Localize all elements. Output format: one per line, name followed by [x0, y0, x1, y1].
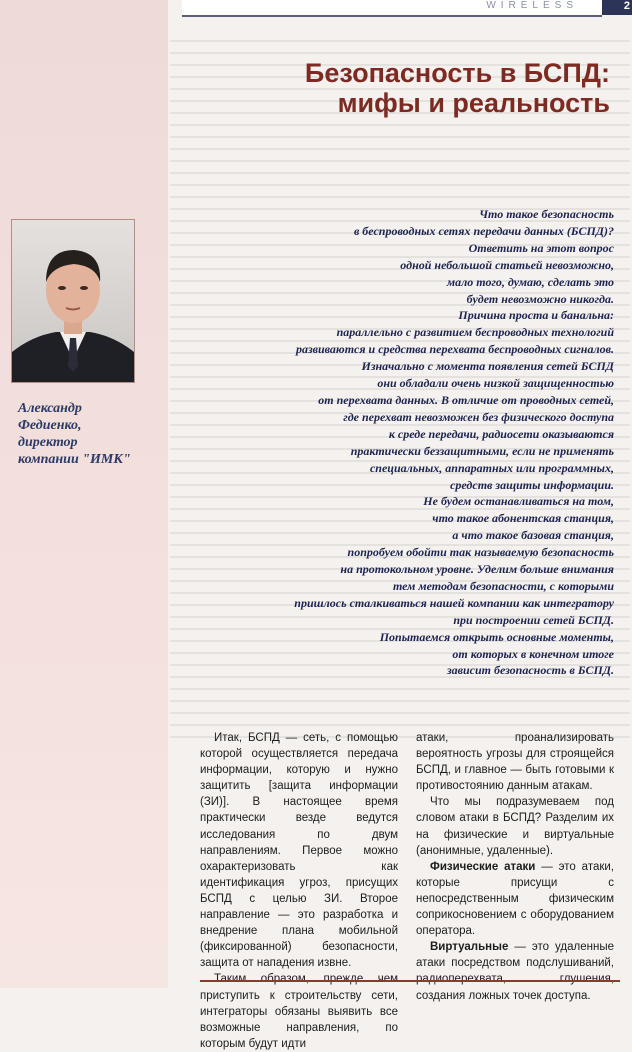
page-number: 2	[623, 0, 630, 12]
lead-line: Попытаемся открыть основные моменты,	[379, 629, 614, 644]
body-column-1	[200, 730, 398, 1052]
body-column-2	[416, 730, 614, 1004]
body-paragraph-virtual	[416, 939, 614, 1003]
lead-line: в беспроводных сетях передачи данных (БСПД)?	[353, 223, 614, 238]
term-virtual-attacks: Виртуальные	[430, 941, 509, 954]
lead-line: зависит безопасность в БСПД.	[446, 663, 614, 678]
lead-line: мало того, думаю, сделать это	[446, 274, 614, 289]
lead-line: Не будем останавливаться на том,	[423, 494, 614, 509]
lead-line: специальных, аппаратных или программных,	[369, 460, 614, 475]
lead-line: параллельно с развитием беспроводных технологий	[336, 325, 614, 340]
lead-line: Изначально с момента появления сетей БСПД	[361, 359, 614, 374]
author-caption	[18, 400, 168, 468]
lead-line: попробуем обойти так называемую безопасность	[347, 545, 614, 560]
title-line-1: Безопасность в БСПД:	[304, 58, 610, 88]
lead-line: одной небольшой статьей невозможно,	[400, 257, 614, 272]
lead-line: развиваются и средства перехвата беспроводных сигналов.	[295, 342, 614, 357]
lead-line: будет невозможно никогда.	[466, 291, 614, 306]
lead-line: где перехват невозможен без физического доступа	[343, 409, 614, 424]
lead-line: от которых в конечном итоге	[452, 646, 614, 661]
author-first-name: Александр	[18, 401, 82, 416]
article-title	[290, 58, 610, 118]
lead-line: Что такое безопасность	[479, 207, 614, 221]
section-label: WIRELESS	[486, 0, 578, 11]
author-role: директор	[18, 435, 78, 450]
lead-paragraph	[254, 206, 614, 679]
lead-line: Ответить на этот вопрос	[468, 240, 614, 255]
page-number-box	[602, 0, 632, 15]
lead-line: практически беззащитными, если не применять	[350, 443, 614, 458]
term-physical-attacks: Физические атаки	[430, 860, 536, 873]
lead-line: на протокольном уровне. Уделим больше внимания	[340, 562, 614, 577]
body-paragraph: атаки, проанализировать вероятность угрозы для строящейся БСПД, и главное — быть готовыми к противостоянию данным атакам.	[416, 732, 614, 793]
author-photo	[11, 219, 135, 383]
lead-line: тем методам безопасности, с которыми	[392, 578, 614, 593]
author-portrait-image	[12, 220, 134, 382]
body-paragraph: приступить к строительству сети, интеграторы обязаны выявить все возможные направления, по которым будут идти	[200, 989, 398, 1050]
lead-line: к среде передачи, радиосети оказываются	[388, 426, 614, 441]
author-last-name: Федиенко,	[18, 418, 82, 433]
lead-line: что такое абонентская станция,	[432, 511, 614, 526]
lead-line: а что такое базовая станция,	[452, 528, 614, 543]
bottom-rule	[200, 980, 620, 982]
title-line-2: мифы и реальность	[337, 88, 610, 118]
body-paragraph: Итак, БСПД — сеть, с помощью которой осуществляется передача информации, которую и нужно защитить [защита информации (ЗИ)]. В настоящее время практически везде ведутся исследования по двум направлениям. Первое можно охарактеризовать как идентификация угроз, присущих БСПД с целью ЗИ. Второе направление — это разработка и внедрение плана мобильной (фиксированной) безопасности, защита от нападения извне.	[200, 732, 398, 970]
left-margin-strip	[0, 0, 168, 988]
definition-virtual: — это удаленные атаки посредством подслушиваний, создания ложных точек доступа.	[416, 941, 614, 1002]
definition-physical: — это атаки, которые присущи с непосредственным физическим соприкосновением с оборудованием оператора.	[416, 860, 615, 938]
section-header-bar	[182, 0, 602, 17]
author-company: компании "ИМК"	[18, 452, 131, 467]
lead-line: пришлось сталкиваться нашей компании как интегратору	[294, 595, 614, 610]
body-paragraph-physical	[416, 859, 614, 939]
lead-line: при построении сетей БСПД.	[453, 612, 614, 627]
body-paragraph: Что мы подразумеваем под словом атаки в БСПД? Разделим их на физические и виртуальные (анонимные, удаленные).	[416, 796, 614, 857]
lead-line: Причина проста и банальна:	[458, 308, 614, 323]
lead-line: средств защиты информации.	[450, 477, 614, 492]
lead-line: они обладали очень низкой защищенностью	[377, 376, 614, 391]
lead-line: от перехвата данных. В отличие от проводных сетей,	[318, 392, 614, 407]
